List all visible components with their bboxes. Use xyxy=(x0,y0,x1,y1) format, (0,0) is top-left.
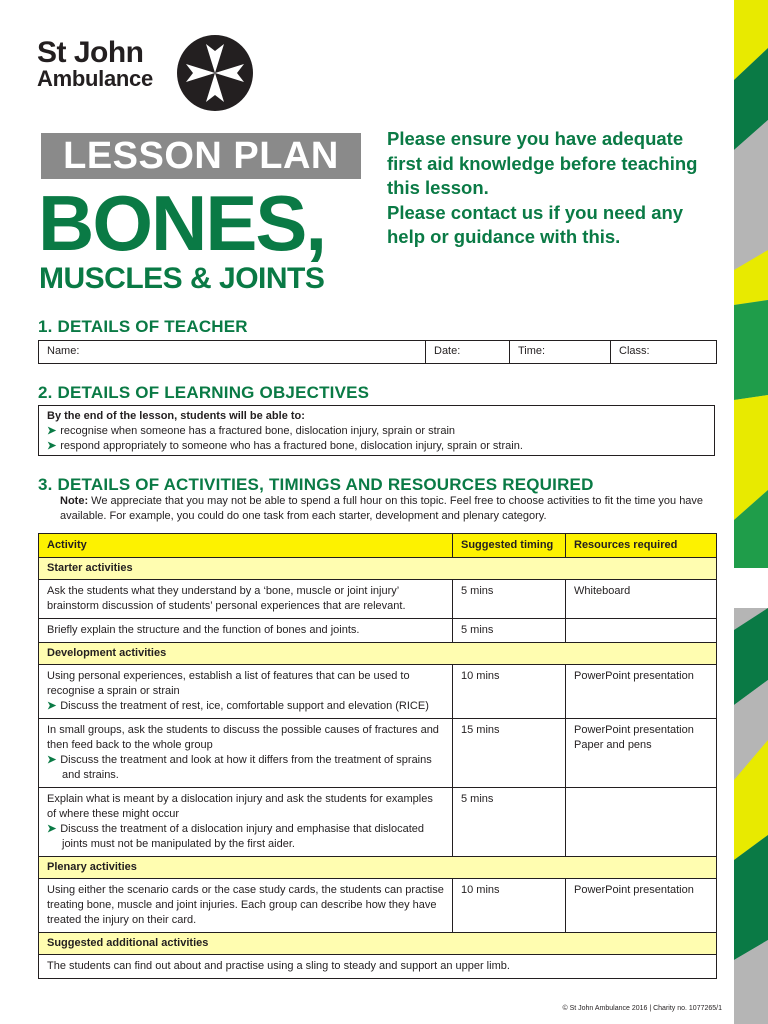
copyright-footer: © St John Ambulance 2016 | Charity no. 1077265/1 xyxy=(562,1005,722,1012)
resources-cell: PowerPoint presentation xyxy=(566,879,717,933)
section-1-heading: 1. DETAILS OF TEACHER xyxy=(38,317,248,336)
arrow-bullet-icon: ➤ xyxy=(47,700,57,712)
objective-item: ➤ respond appropriately to someone who has a fractured bone, dislocation injury, sprain or strain. xyxy=(47,440,523,452)
table-row xyxy=(39,788,717,857)
resources-cell: PowerPoint presentation xyxy=(566,665,717,719)
timing-cell: 15 mins xyxy=(453,719,566,788)
table-header-row xyxy=(39,534,717,558)
lesson-plan-label: LESSON PLAN xyxy=(41,133,361,179)
page-subtitle: MUSCLES & JOINTS xyxy=(39,262,325,295)
category-row-plenary: Plenary activities xyxy=(39,857,717,879)
learning-objectives-box xyxy=(38,405,715,456)
column-header-timing: Suggested timing xyxy=(453,534,566,558)
decorative-side-stripe xyxy=(734,0,768,1024)
activities-note xyxy=(60,494,720,524)
section-2-heading: 2. DETAILS OF LEARNING OBJECTIVES xyxy=(38,383,370,402)
page-title: BONES, xyxy=(38,179,326,267)
timing-cell: 10 mins xyxy=(453,665,566,719)
date-field[interactable]: Date: xyxy=(426,341,510,363)
brand-line-2: Ambulance xyxy=(37,66,153,91)
notice-contact: Please contact us if you need any help or guidance with this. xyxy=(387,201,684,247)
note-text: We appreciate that you may not be able to spend a full hour on this topic. Feel free to choose activities to fit the time you have available. For example, you could do one task from each starter, development and plenary category. xyxy=(60,495,704,522)
time-field[interactable]: Time: xyxy=(510,341,611,363)
arrow-bullet-icon: ➤ xyxy=(47,440,57,452)
category-row-development: Development activities xyxy=(39,643,717,665)
note-label: Note: xyxy=(60,495,89,507)
column-header-resources: Resources required xyxy=(566,534,717,558)
objectives-intro: By the end of the lesson, students will be able to: xyxy=(47,410,305,422)
timing-cell: 5 mins xyxy=(453,580,566,619)
timing-cell: 5 mins xyxy=(453,619,566,643)
resources-cell xyxy=(566,619,717,643)
arrow-bullet-icon: ➤ xyxy=(47,425,57,437)
activity-cell: Ask the students what they understand by a ‘bone, muscle or joint injury’ brainstorm discussion of students’ personal experiences that are relevant. xyxy=(39,580,453,619)
maltese-cross-logo-icon xyxy=(176,34,254,112)
table-row xyxy=(39,619,717,643)
notice-knowledge: Please ensure you have adequate first aid knowledge before teaching this lesson. xyxy=(387,128,698,198)
sub-point: ➤ Discuss the treatment and look at how it differs from the treatment of sprains and strains. xyxy=(47,754,432,781)
activity-cell: Explain what is meant by a dislocation injury and ask the students for examples of where these might occur ➤ Discuss the treatment of a dislocation injury and emphasise that dislocated joints must not be manipulated by the first aider. xyxy=(39,788,453,857)
timing-cell: 5 mins xyxy=(453,788,566,857)
activity-cell: The students can find out about and practise using a sling to steady and support an upper limb. xyxy=(39,955,717,979)
table-row xyxy=(39,580,717,619)
section-3-heading: 3. DETAILS OF ACTIVITIES, TIMINGS AND RESOURCES REQUIRED xyxy=(38,475,594,494)
objective-item: ➤ recognise when someone has a fractured bone, dislocation injury, sprain or strain xyxy=(47,425,456,437)
table-row xyxy=(39,955,717,979)
arrow-bullet-icon: ➤ xyxy=(47,823,57,835)
brand-line-1: St John xyxy=(37,36,144,69)
table-row xyxy=(39,665,717,719)
column-header-activity: Activity xyxy=(39,534,453,558)
category-row-starter: Starter activities xyxy=(39,558,717,580)
resources-cell xyxy=(566,788,717,857)
activity-cell: In small groups, ask the students to discuss the possible causes of fractures and then feed back to the whole group ➤ Discuss the treatment and look at how it differs from the treatment of sprains and strains. xyxy=(39,719,453,788)
brand-logo-text xyxy=(37,36,153,92)
arrow-bullet-icon: ➤ xyxy=(47,754,57,766)
timing-cell: 10 mins xyxy=(453,879,566,933)
activity-cell: Using personal experiences, establish a list of features that can be used to recognise a sprain or strain ➤ Discuss the treatment of rest, ice, comfortable support and elevation (RICE) xyxy=(39,665,453,719)
activity-cell: Using either the scenario cards or the case study cards, the students can practise treating bone, muscle and joint injuries. Each group can describe how they have treated the injury on their card. xyxy=(39,879,453,933)
resources-cell: PowerPoint presentation Paper and pens xyxy=(566,719,717,788)
sub-point: ➤ Discuss the treatment of rest, ice, comfortable support and elevation (RICE) xyxy=(47,700,429,712)
name-field[interactable]: Name: xyxy=(39,341,426,363)
table-row xyxy=(39,879,717,933)
resources-cell: Whiteboard xyxy=(566,580,717,619)
class-field[interactable]: Class: xyxy=(619,345,650,357)
teacher-details-form xyxy=(38,340,717,364)
sub-point: ➤ Discuss the treatment of a dislocation injury and emphasise that dislocated joints must not be manipulated by the first aider. xyxy=(47,823,425,850)
activity-cell: Briefly explain the structure and the function of bones and joints. xyxy=(39,619,453,643)
notice-box xyxy=(387,127,717,250)
activities-table xyxy=(38,533,717,979)
category-row-additional: Suggested additional activities xyxy=(39,933,717,955)
table-row xyxy=(39,719,717,788)
